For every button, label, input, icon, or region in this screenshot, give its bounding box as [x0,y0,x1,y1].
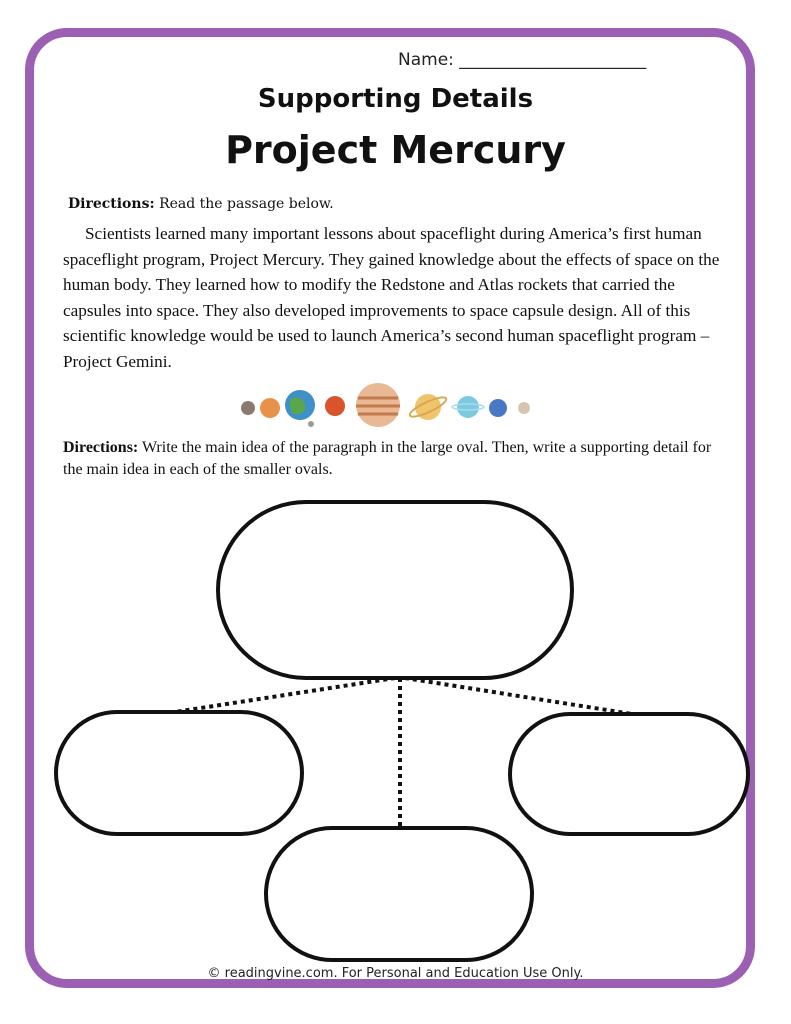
name-field[interactable]: Name: ______________________ [398,50,647,70]
reading-passage: Scientists learned many important lessons about spaceflight during America’s first human spaceflight program, Project Mercury. They gained knowledge about the effects of space on the human body. They learned how to modify the Redstone and Atlas rockets that carried the capsules into space. They also developed improvements to space capsule design. All of this scientific knowledge would be used to launch America’s second human spaceflight program – Project Gemini. [63,224,720,371]
detail-oval-bottom[interactable] [266,828,532,960]
directions-write [63,437,728,481]
uranus-icon [457,396,479,418]
planets-row-icon [230,380,560,430]
main-idea-oval[interactable] [218,502,572,678]
directions-text: Read the passage below. [154,196,334,212]
copyright-footer: © readingvine.com. For Personal and Education Use Only. [207,966,584,981]
directions-label: Directions: [68,196,155,212]
directions-text: Write the main idea of the paragraph in the large oval. Then, write a supporting detail for the main idea in each of the smaller ovals. [63,439,712,478]
worksheet-title: Project Mercury [225,128,566,172]
mercury-icon [241,401,255,415]
detail-oval-left[interactable] [56,712,302,834]
moon-icon [308,421,314,427]
neptune-icon [489,399,507,417]
directions-read [68,196,334,212]
pluto-icon [518,402,530,414]
mars-icon [325,396,345,416]
venus-icon [260,398,280,418]
detail-oval-right[interactable] [510,714,748,834]
worksheet-subtitle: Supporting Details [257,84,534,114]
directions-label: Directions: [63,439,139,456]
